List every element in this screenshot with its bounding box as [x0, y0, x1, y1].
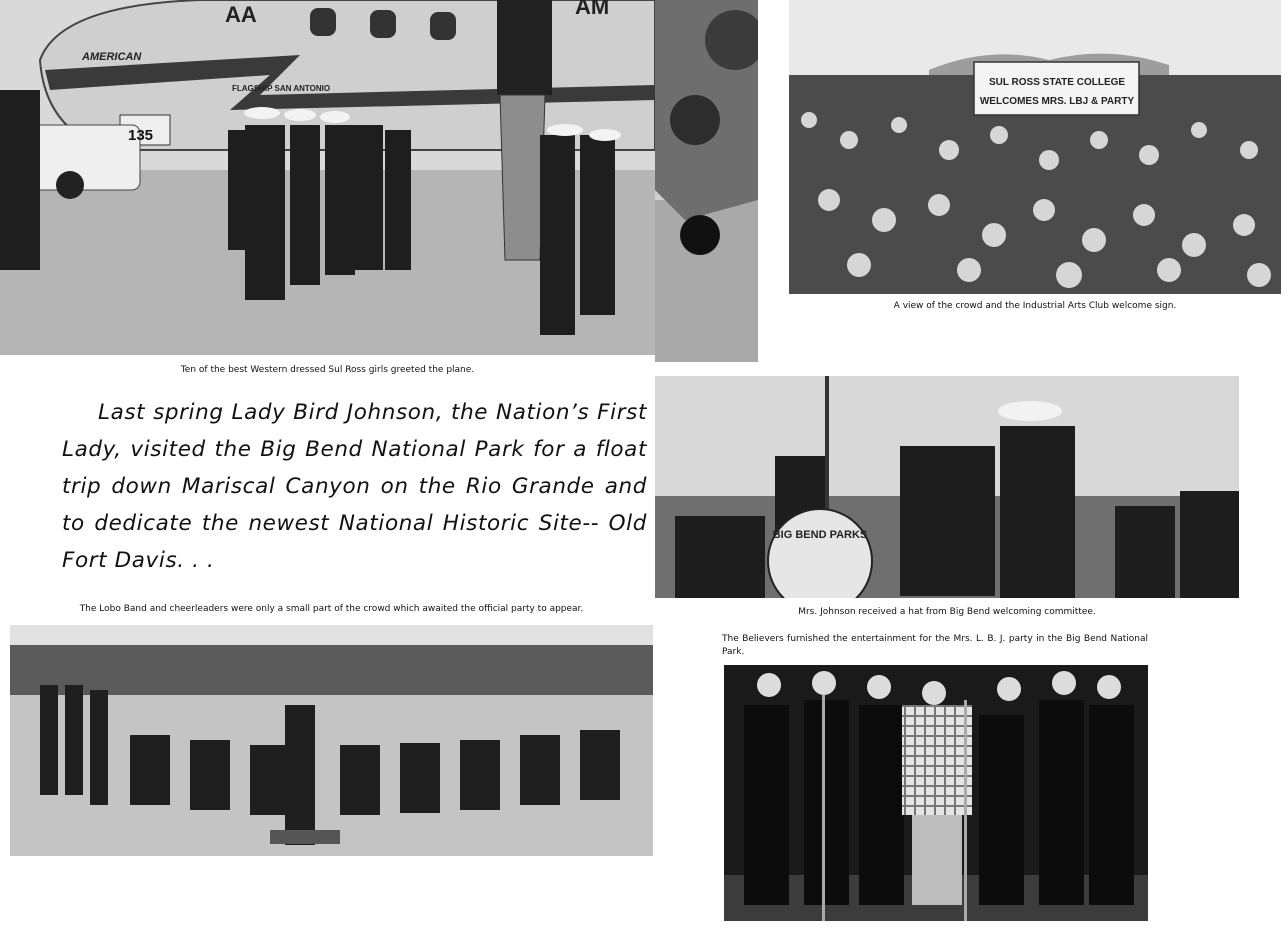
banner-line1-text: SUL ROSS STATE COLLEGE: [988, 77, 1126, 88]
crowd-caption: A view of the crowd and the Industrial Arts Club welcome sign.: [893, 301, 1177, 311]
airline-name-text: AMERICAN: [82, 51, 142, 63]
airline-logo-text: AA: [225, 2, 257, 27]
band-photo: [10, 625, 653, 856]
intro-paragraph: Last spring Lady Bird Johnson, the Nation’s First Lady, visited the Big Bend National Park for a float trip down Mariscal Canyon on the Rio Grande and to dedicate the newest National Historic Site-- Old Fort Davis. . .: [62, 400, 647, 573]
airline-partial-text: AM: [575, 0, 610, 19]
banner-line2-text: WELCOMES MRS. LBJ & PARTY: [979, 96, 1135, 107]
believers-photo: [724, 665, 1148, 921]
plane-arrival-photo: [0, 0, 655, 355]
plane-caption: Ten of the best Western dressed Sul Ross girls greeted the plane.: [180, 365, 475, 375]
aircraft-name-text: FLAGSHIP SAN ANTONIO: [232, 84, 331, 93]
crowd-banner-photo: [789, 0, 1281, 294]
engine-closeup-photo: [655, 0, 758, 362]
believers-caption: The Believers furnished the entertainment for the Mrs. L. B. J. party in the Big Bend National Park.: [722, 634, 1148, 657]
tail-number-text: 135: [128, 127, 154, 144]
sign-text: BIG BEND PARKS: [772, 529, 868, 541]
hat-caption: Mrs. Johnson received a hat from Big Bend welcoming committee.: [798, 607, 1096, 617]
band-caption: The Lobo Band and cheerleaders were only a small part of the crowd which awaited the official party to appear.: [79, 604, 584, 614]
hat-presentation-photo: [655, 376, 1239, 598]
